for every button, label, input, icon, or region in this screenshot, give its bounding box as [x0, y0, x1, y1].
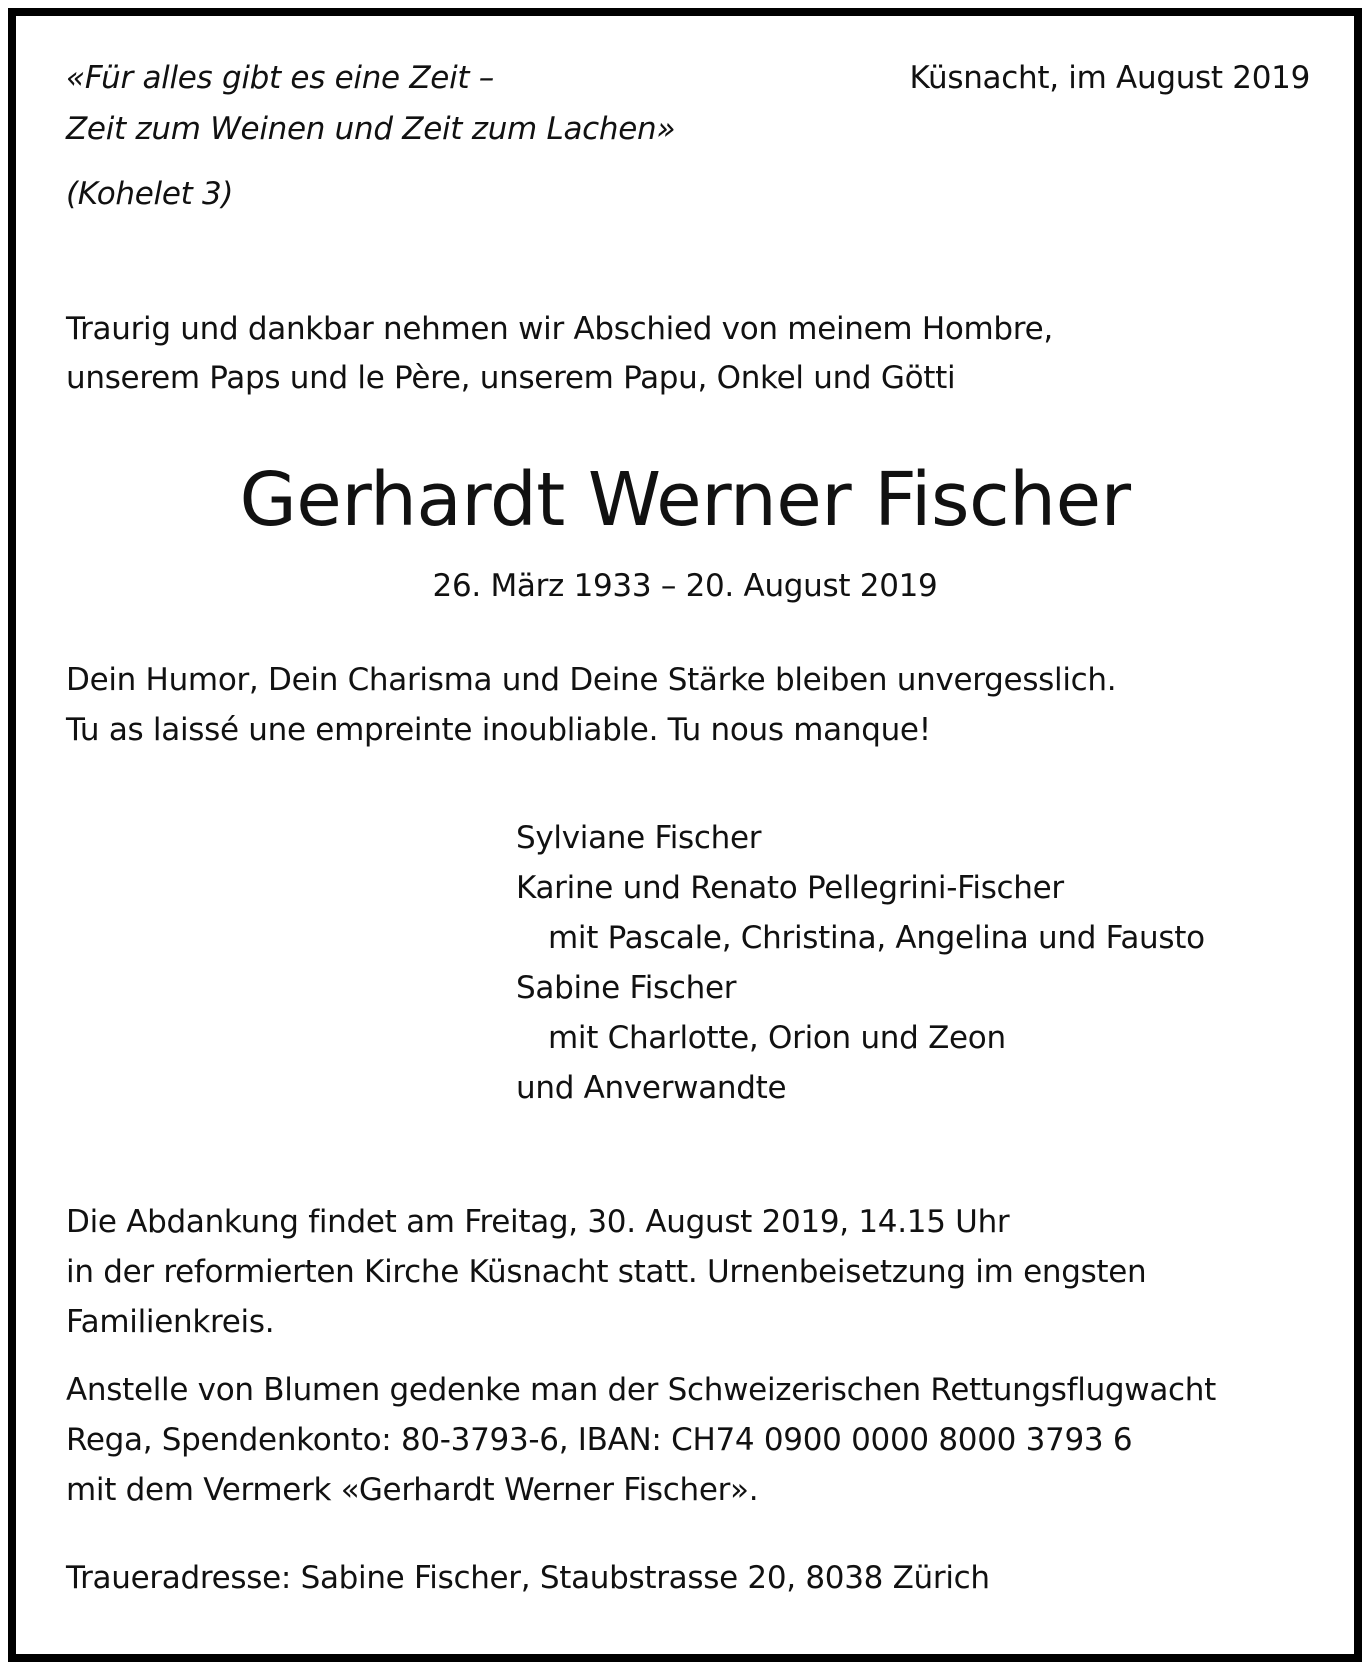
donation-line-3: mit dem Vermerk «Gerhardt Werner Fischer».	[66, 1472, 759, 1508]
mourner-line: Karine und Renato Pellegrini-Fischer	[516, 870, 1064, 906]
tribute-line-1: Dein Humor, Dein Charisma und Deine Stärke bleiben unvergesslich.	[66, 662, 1117, 698]
life-dates: 26. März 1933 – 20. August 2019	[432, 568, 938, 604]
mourner-subline: mit Charlotte, Orion und Zeon	[548, 1020, 1006, 1056]
intro-line-1: Traurig und dankbar nehmen wir Abschied von meinem Hombre,	[66, 311, 1053, 347]
ceremony-line-1: Die Abdankung findet am Freitag, 30. August 2019, 14.15 Uhr	[66, 1204, 1010, 1240]
ceremony-line-3: Familienkreis.	[66, 1304, 275, 1340]
intro-line-2: unserem Paps und le Père, unserem Papu, Onkel und Götti	[66, 360, 956, 396]
donation-line-1: Anstelle von Blumen gedenke man der Schweizerischen Rettungsflugwacht	[66, 1372, 1216, 1408]
deceased-name: Gerhardt Werner Fischer	[239, 457, 1131, 543]
motto-line-1: «Für alles gibt es eine Zeit –	[66, 60, 494, 96]
mourning-address: Traueradresse: Sabine Fischer, Staubstrasse 20, 8038 Zürich	[66, 1560, 990, 1596]
place-date: Küsnacht, im August 2019	[909, 60, 1310, 96]
donation-line-2: Rega, Spendenkonto: 80-3793-6, IBAN: CH74 0900 0000 8000 3793 6	[66, 1422, 1133, 1458]
ceremony-line-2: in der reformierten Kirche Küsnacht statt. Urnenbeisetzung im engsten	[66, 1254, 1147, 1290]
motto-source: (Kohelet 3)	[66, 176, 234, 212]
mourner-line: Sabine Fischer	[516, 970, 737, 1006]
motto-line-2: Zeit zum Weinen und Zeit zum Lachen»	[66, 111, 676, 147]
tribute-line-2: Tu as laissé une empreinte inoubliable. Tu nous manque!	[66, 712, 931, 748]
mourner-subline: mit Pascale, Christina, Angelina und Fausto	[548, 920, 1205, 956]
mourner-line: und Anverwandte	[516, 1070, 787, 1106]
mourner-line: Sylviane Fischer	[516, 820, 762, 856]
